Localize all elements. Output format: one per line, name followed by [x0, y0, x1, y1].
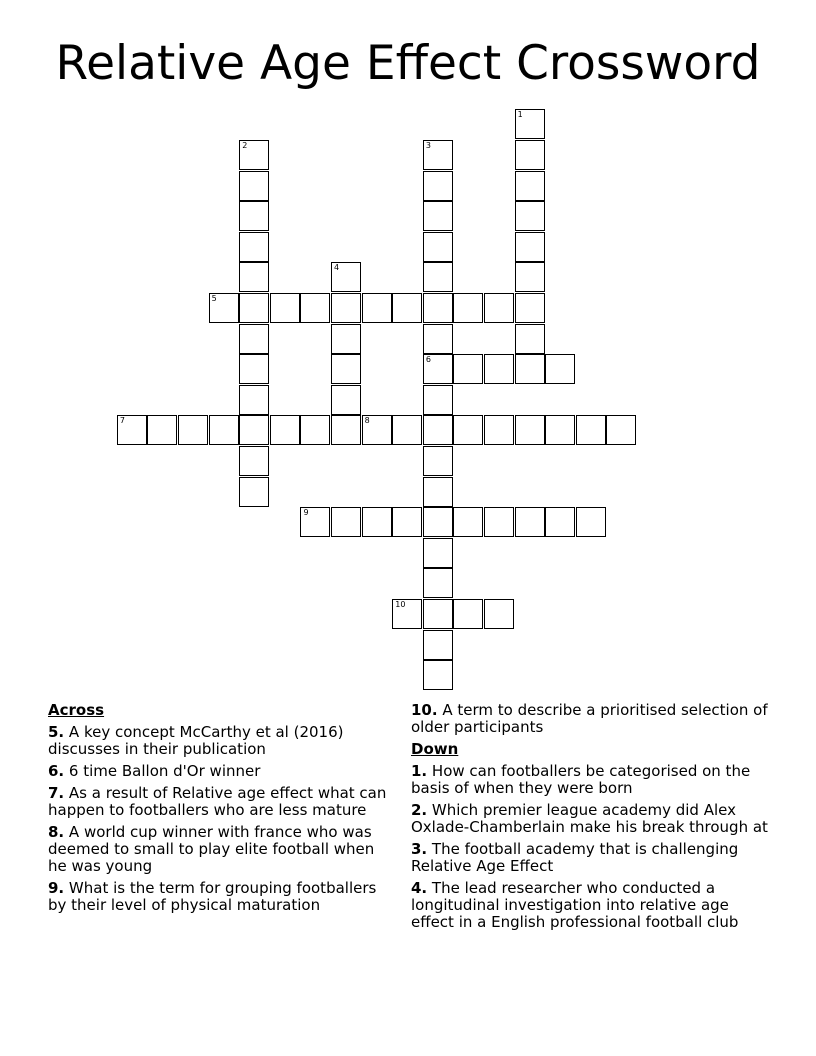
clue-text: The lead researcher who conducted a longitudinal investigation into relative age effect in a English professional football club: [411, 879, 739, 931]
crossword-cell[interactable]: [484, 599, 514, 629]
crossword-cell[interactable]: [423, 354, 453, 384]
crossword-cell[interactable]: [515, 507, 545, 537]
down-heading: Down: [411, 740, 459, 758]
crossword-cell[interactable]: [239, 415, 269, 445]
cell-number: 4: [334, 263, 340, 273]
clue-across-10: [411, 702, 771, 736]
crossword-cell[interactable]: [423, 538, 453, 568]
crossword-cell[interactable]: [545, 507, 575, 537]
crossword-cell[interactable]: [392, 293, 422, 323]
clues-left-column: [48, 702, 388, 919]
crossword-cell[interactable]: [515, 293, 545, 323]
crossword-cell[interactable]: [423, 385, 453, 415]
clue-across-8: [48, 824, 388, 875]
clue-across-7: [48, 785, 388, 819]
crossword-cell[interactable]: [545, 415, 575, 445]
crossword-cell[interactable]: [423, 568, 453, 598]
crossword-cell[interactable]: [392, 599, 422, 629]
clue-text: A term to describe a prioritised selection of older participants: [411, 701, 768, 736]
crossword-cell[interactable]: [576, 415, 606, 445]
crossword-cell[interactable]: [423, 660, 453, 690]
crossword-cell[interactable]: [239, 201, 269, 231]
crossword-cell[interactable]: [515, 201, 545, 231]
cell-number: 8: [364, 416, 370, 426]
crossword-cell[interactable]: [423, 477, 453, 507]
crossword-cell[interactable]: [423, 324, 453, 354]
clue-down-1: [411, 763, 771, 797]
clue-number: 2.: [411, 801, 428, 819]
crossword-cell[interactable]: [423, 140, 453, 170]
crossword-cell[interactable]: [423, 446, 453, 476]
crossword-cell[interactable]: [453, 293, 483, 323]
crossword-cell[interactable]: [423, 171, 453, 201]
crossword-cell[interactable]: [239, 324, 269, 354]
clue-number: 7.: [48, 784, 65, 802]
crossword-cell[interactable]: [270, 415, 300, 445]
crossword-cell[interactable]: [453, 354, 483, 384]
crossword-cell[interactable]: [392, 415, 422, 445]
crossword-cell[interactable]: [515, 140, 545, 170]
clue-number: 8.: [48, 823, 65, 841]
crossword-cell[interactable]: [331, 415, 361, 445]
clue-across-6: [48, 763, 388, 780]
clue-text: What is the term for grouping footballers by their level of physical maturation: [48, 879, 377, 914]
crossword-cell[interactable]: [392, 507, 422, 537]
clue-number: 9.: [48, 879, 65, 897]
clue-down-2: [411, 802, 771, 836]
crossword-cell[interactable]: [545, 354, 575, 384]
crossword-cell[interactable]: [147, 415, 177, 445]
crossword-cell[interactable]: [453, 599, 483, 629]
crossword-cell[interactable]: [606, 415, 636, 445]
crossword-cell[interactable]: [484, 507, 514, 537]
crossword-cell[interactable]: [423, 599, 453, 629]
clue-down-4: [411, 880, 771, 931]
crossword-cell[interactable]: [362, 415, 392, 445]
cell-number: 7: [119, 416, 125, 426]
cell-number: 9: [303, 508, 309, 518]
clue-across-5: [48, 724, 388, 758]
clue-number: 5.: [48, 723, 65, 741]
crossword-cell[interactable]: [576, 507, 606, 537]
crossword-cell[interactable]: [239, 446, 269, 476]
crossword-cell[interactable]: [515, 415, 545, 445]
clue-text: A world cup winner with france who was deemed to small to play elite football when he was young: [48, 823, 375, 875]
crossword-cell[interactable]: [239, 354, 269, 384]
crossword-cell[interactable]: [209, 293, 239, 323]
cell-number: 10: [395, 599, 406, 609]
crossword-cell[interactable]: [300, 415, 330, 445]
crossword-cell[interactable]: [209, 415, 239, 445]
crossword-cell[interactable]: [239, 385, 269, 415]
crossword-cell[interactable]: [178, 415, 208, 445]
clue-text: How can footballers be categorised on the basis of when they were born: [411, 762, 751, 797]
crossword-cell[interactable]: [423, 201, 453, 231]
crossword-cell[interactable]: [270, 293, 300, 323]
clues-right-column: [411, 702, 771, 936]
clue-text: As a result of Relative age effect what can happen to footballers who are less mature: [48, 784, 387, 819]
crossword-cell[interactable]: [515, 109, 545, 139]
crossword-cell[interactable]: [239, 293, 269, 323]
crossword-cell[interactable]: [515, 324, 545, 354]
crossword-cell[interactable]: [331, 262, 361, 292]
crossword-cell[interactable]: [331, 507, 361, 537]
clue-number: 3.: [411, 840, 428, 858]
crossword-cell[interactable]: [331, 385, 361, 415]
crossword-cell[interactable]: [423, 415, 453, 445]
crossword-cell[interactable]: [484, 415, 514, 445]
crossword-cell[interactable]: [423, 232, 453, 262]
crossword-cell[interactable]: [423, 507, 453, 537]
crossword-cell[interactable]: [331, 324, 361, 354]
page-title: Relative Age Effect Crossword: [55, 36, 761, 91]
crossword-cell[interactable]: [239, 140, 269, 170]
across-heading: Across: [48, 701, 105, 719]
clue-text: Which premier league academy did Alex Oxlade-Chamberlain make his break through at: [411, 801, 768, 836]
crossword-cell[interactable]: [515, 262, 545, 292]
crossword-cell[interactable]: [239, 171, 269, 201]
crossword-cell[interactable]: [484, 293, 514, 323]
crossword-cell[interactable]: [362, 293, 392, 323]
clue-text: The football academy that is challenging Relative Age Effect: [411, 840, 739, 875]
crossword-cell[interactable]: [515, 171, 545, 201]
crossword-cell[interactable]: [515, 232, 545, 262]
clue-number: 6.: [48, 762, 65, 780]
cell-number: 5: [211, 293, 217, 303]
crossword-cell[interactable]: [117, 415, 147, 445]
crossword-cell[interactable]: [331, 293, 361, 323]
crossword-cell[interactable]: [453, 415, 483, 445]
clue-text: 6 time Ballon d'Or winner: [68, 762, 261, 780]
crossword-cell[interactable]: [300, 293, 330, 323]
clue-number: 4.: [411, 879, 428, 897]
crossword-cell[interactable]: [484, 354, 514, 384]
cell-number: 1: [517, 110, 523, 120]
crossword-cell[interactable]: [423, 262, 453, 292]
crossword-cell[interactable]: [362, 507, 392, 537]
crossword-cell[interactable]: [300, 507, 330, 537]
crossword-cell[interactable]: [453, 507, 483, 537]
cell-number: 6: [425, 355, 431, 365]
clue-number: 1.: [411, 762, 428, 780]
crossword-cell[interactable]: [239, 262, 269, 292]
crossword-cell[interactable]: [423, 293, 453, 323]
crossword-cell[interactable]: [239, 477, 269, 507]
clue-across-9: [48, 880, 388, 914]
cell-number: 3: [425, 140, 431, 150]
crossword-cell[interactable]: [331, 354, 361, 384]
clue-number: 10.: [411, 701, 438, 719]
clue-text: A key concept McCarthy et al (2016) discusses in their publication: [48, 723, 344, 758]
cell-number: 2: [242, 140, 248, 150]
clue-down-3: [411, 841, 771, 875]
crossword-cell[interactable]: [515, 354, 545, 384]
crossword-cell[interactable]: [423, 630, 453, 660]
crossword-cell[interactable]: [239, 232, 269, 262]
